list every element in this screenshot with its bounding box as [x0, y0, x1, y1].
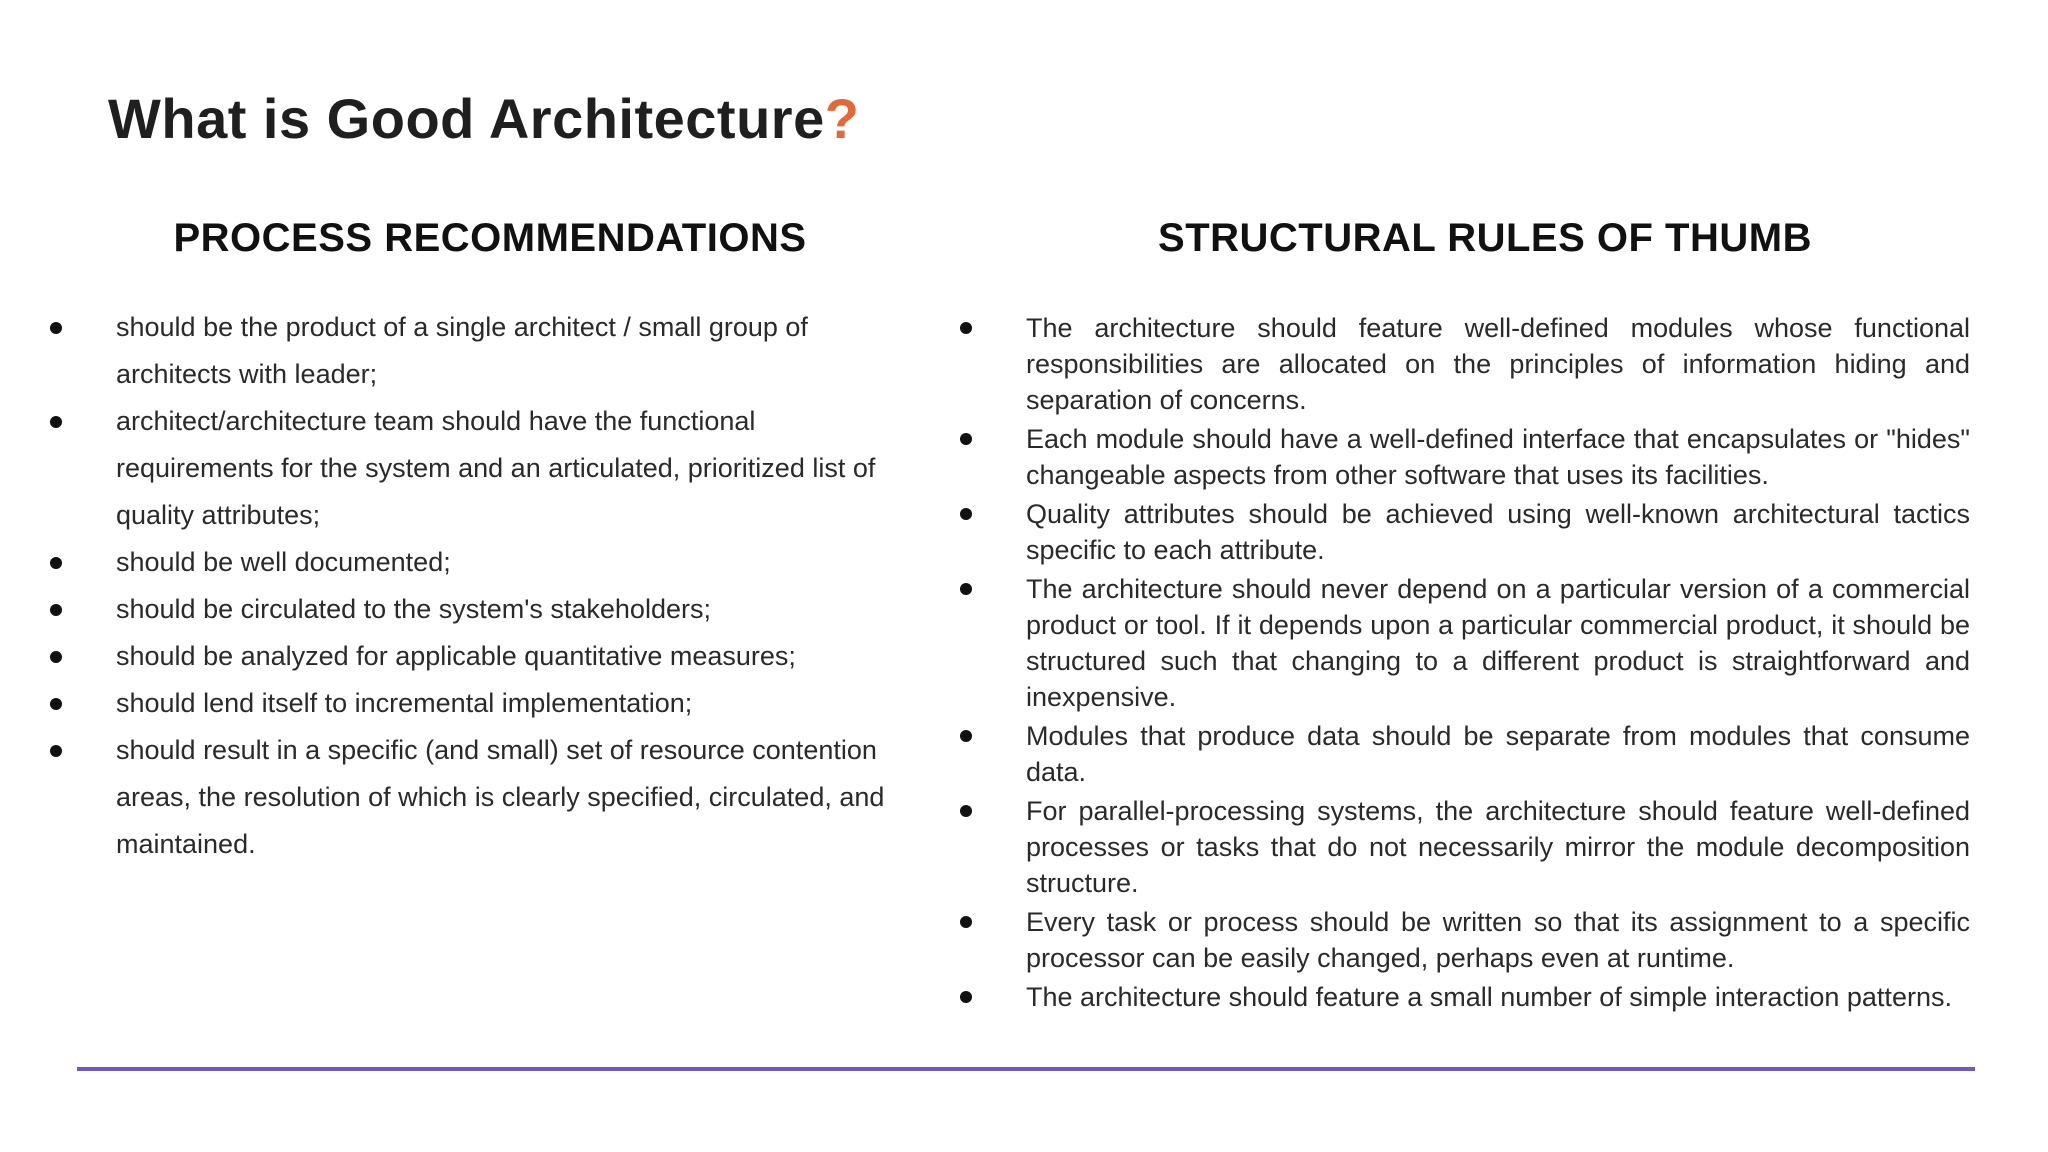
list-item-text: should be the product of a single architect / small group of architects with leader; [116, 312, 808, 389]
list-item-text: should be analyzed for applicable quantitative measures; [116, 641, 796, 671]
bullet-icon [50, 557, 62, 569]
bullet-icon [960, 583, 972, 595]
list-item-text: should be well documented; [116, 547, 451, 577]
list-item-text: Modules that produce data should be separate from modules that consume data. [1026, 721, 1970, 787]
list-item [960, 718, 1970, 790]
list-item [960, 496, 1970, 568]
bullet-icon [50, 698, 62, 710]
list-item-text: The architecture should feature well-defined modules whose functional responsibilities are allocated on the principles of information hiding and separation of concerns. [1026, 313, 1970, 415]
bottom-divider [77, 1067, 1975, 1071]
list-item [50, 304, 900, 398]
list-item [50, 633, 900, 680]
bullet-icon [50, 416, 62, 428]
list-item-text: should lend itself to incremental implementation; [116, 688, 693, 718]
list-item-text: For parallel-processing systems, the architecture should feature well-defined processes or tasks that do not necessarily mirror the module decomposition structure. [1026, 796, 1970, 898]
structural-rules-list [960, 310, 1970, 1018]
list-item [960, 310, 1970, 418]
list-item-text: The architecture should feature a small number of simple interaction patterns. [1026, 982, 1952, 1012]
list-item [960, 979, 1970, 1015]
list-item [960, 904, 1970, 976]
bullet-icon [960, 322, 972, 334]
bullet-icon [960, 730, 972, 742]
list-item [50, 727, 900, 868]
list-item-text: The architecture should never depend on a particular version of a commercial product or tool. If it depends upon a particular commercial product, it should be structured such that changing to a different product is straightforward and inexpensive. [1026, 574, 1970, 712]
slide-title-text: What is Good Architecture [108, 87, 825, 150]
list-item [50, 539, 900, 586]
slide-title [108, 86, 859, 151]
bullet-icon [960, 805, 972, 817]
list-item-text: architect/architecture team should have the functional requirements for the system and an articulated, prioritized list of quality attributes; [116, 406, 876, 530]
list-item [50, 398, 900, 539]
bullet-icon [50, 745, 62, 757]
list-item-text: should be circulated to the system's stakeholders; [116, 594, 711, 624]
list-item [960, 571, 1970, 715]
list-item-text: Every task or process should be written so that its assignment to a specific processor can be easily changed, perhaps even at runtime. [1026, 907, 1970, 973]
list-item-text: Each module should have a well-defined interface that encapsulates or "hides" changeable aspects from other software that uses its facilities. [1026, 424, 1970, 490]
bullet-icon [50, 651, 62, 663]
slide-title-question-mark: ? [824, 87, 860, 150]
process-recommendations-heading: PROCESS RECOMMENDATIONS [173, 216, 807, 260]
bullet-icon [960, 916, 972, 928]
bullet-icon [50, 604, 62, 616]
bullet-icon [960, 433, 972, 445]
bullet-icon [960, 991, 972, 1003]
list-item [960, 421, 1970, 493]
list-item [960, 793, 1970, 901]
list-item [50, 586, 900, 633]
list-item-text: Quality attributes should be achieved using well-known architectural tactics specific to each attribute. [1026, 499, 1970, 565]
structural-rules-heading: STRUCTURAL RULES OF THUMB [1158, 216, 1812, 260]
list-item [50, 680, 900, 727]
bullet-icon [50, 322, 62, 334]
process-recommendations-list [50, 304, 900, 868]
bullet-icon [960, 508, 972, 520]
list-item-text: should result in a specific (and small) set of resource contention areas, the resolution of which is clearly specified, circulated, and maintained. [116, 735, 885, 859]
